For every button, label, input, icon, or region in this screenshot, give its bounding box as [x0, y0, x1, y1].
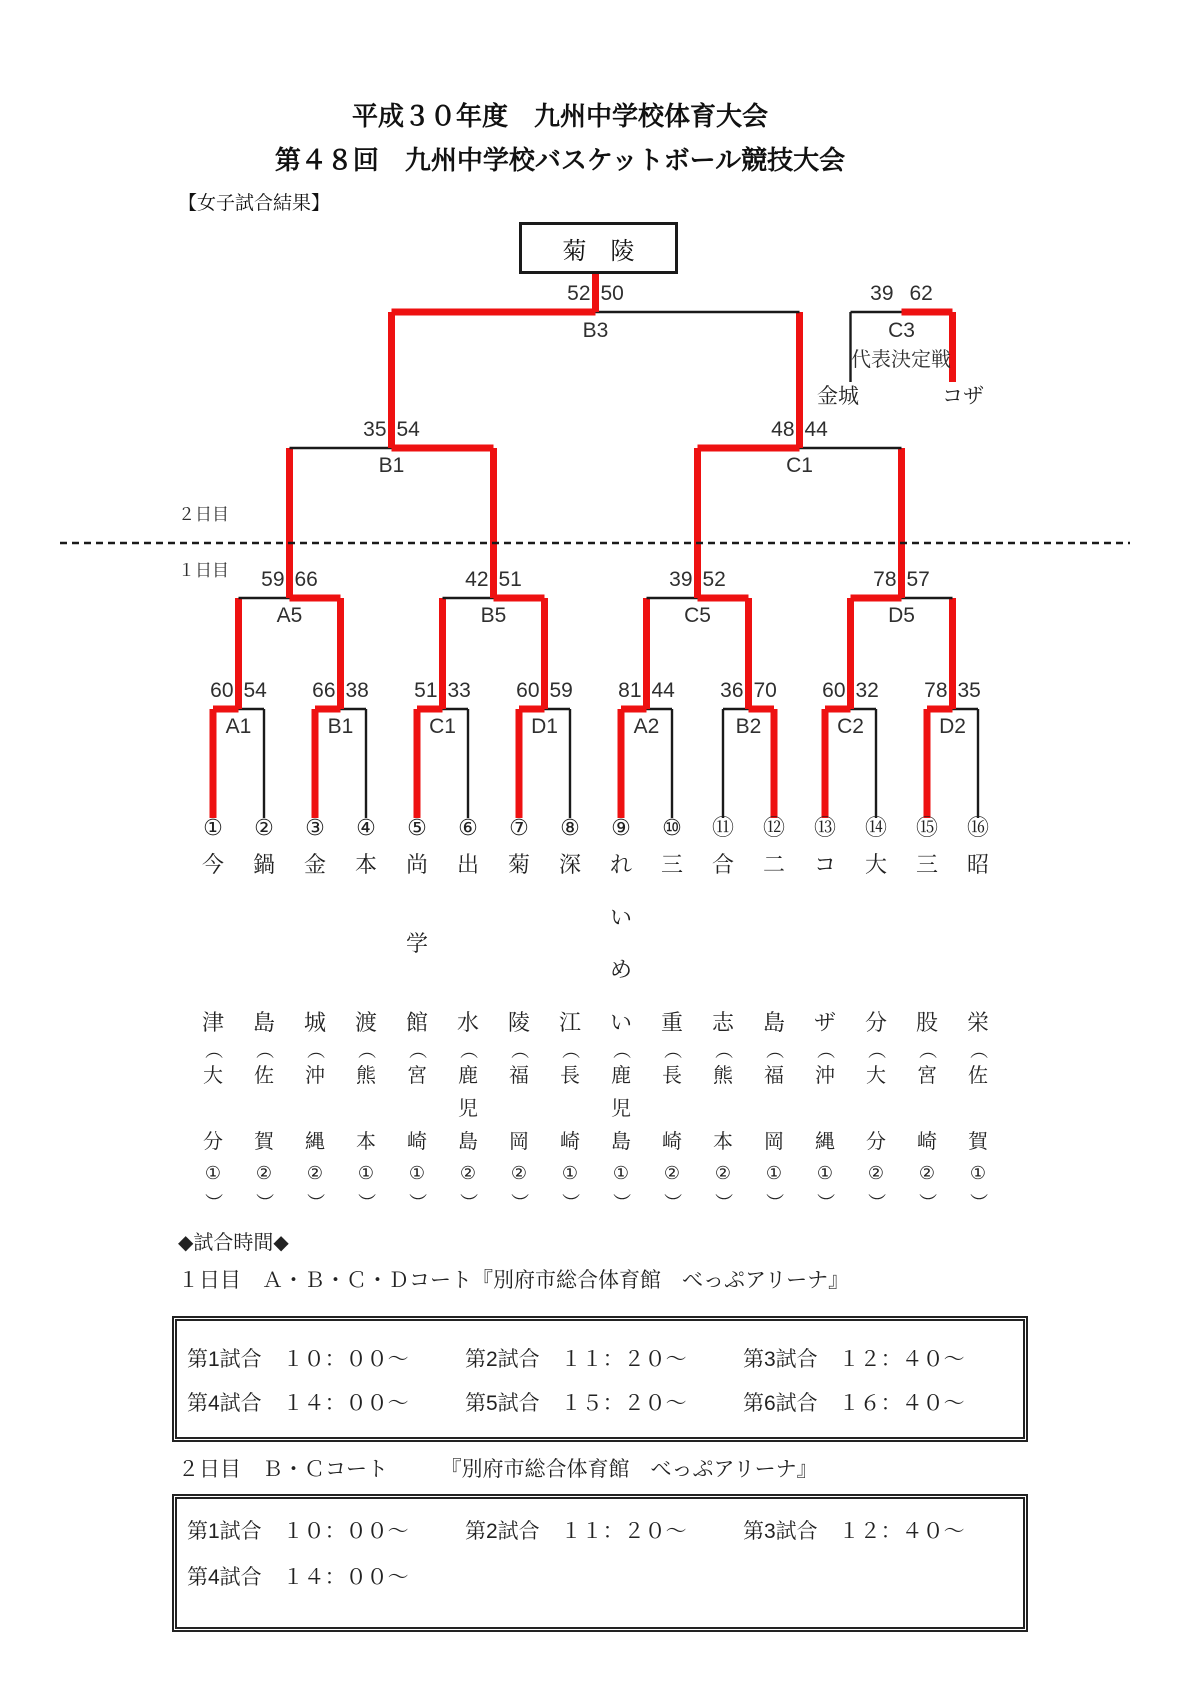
paren-open-icon: （ — [611, 1041, 631, 1059]
team-seed: ② — [867, 1163, 885, 1183]
team-name-char: 志 — [711, 1010, 735, 1035]
paren-close-icon: ） — [815, 1193, 835, 1211]
game-time: 第5試合 １５：２０～ — [465, 1392, 687, 1415]
score-right: 38 — [345, 679, 369, 702]
team-pref-char: 宮 — [407, 1065, 427, 1087]
paren-open-icon: （ — [662, 1041, 682, 1059]
team-name-char: 金 — [303, 852, 327, 877]
team-name-char: 島 — [252, 1010, 276, 1035]
match-label: C5 — [684, 604, 711, 627]
team-pref-char: 縄 — [305, 1131, 325, 1153]
schedule-day1-box — [172, 1316, 1028, 1442]
paren-open-icon: （ — [866, 1041, 886, 1059]
score-left: 52 — [567, 282, 591, 305]
score-left: 48 — [771, 418, 795, 441]
team-pref-char: 宮 — [917, 1065, 937, 1087]
page-title: 平成３０年度 九州中学校体育大会 — [351, 101, 768, 131]
match-label: B2 — [735, 715, 762, 738]
team-pref-char: 分 — [203, 1131, 223, 1153]
team-pref-char: 福 — [509, 1065, 529, 1087]
page-subtitle: 第４８回 九州中学校バスケットボール競技大会 — [274, 145, 846, 175]
score-left: 36 — [720, 679, 744, 702]
playoff-team-right: コザ — [942, 385, 984, 408]
schedule-day1-line: １日目 Ａ・Ｂ・Ｃ・Ｄコート『別府市総合体育館 べっぷアリーナ』 — [178, 1269, 850, 1292]
game-time: 第1試合 １０：００～ — [187, 1520, 409, 1543]
team-name-char: め — [609, 957, 633, 983]
match-label: C2 — [837, 715, 864, 738]
team-pref-char: 沖 — [815, 1065, 835, 1087]
paren-close-icon: ） — [203, 1193, 223, 1211]
team-seed: ① — [816, 1163, 834, 1183]
match-label: D5 — [888, 604, 915, 627]
team-name-char: 渡 — [354, 1010, 378, 1035]
day2-marker: ２日目 — [178, 505, 229, 524]
match-label: B1 — [327, 715, 354, 738]
score-left: 60 — [516, 679, 540, 702]
score-left: 39 — [669, 568, 693, 591]
team-seed: ② — [255, 1163, 273, 1183]
score-right: 54 — [243, 679, 267, 702]
team-pref-char: 佐 — [968, 1065, 988, 1087]
team-name-char: 陵 — [507, 1010, 531, 1035]
score-left: 60 — [210, 679, 234, 702]
team-pref-char: 本 — [356, 1131, 376, 1153]
score-left: 39 — [870, 282, 894, 305]
score-right: 70 — [753, 679, 777, 702]
game-time: 第3試合 １２：４０～ — [743, 1348, 965, 1371]
paren-open-icon: （ — [254, 1041, 274, 1059]
schedule-row — [187, 1515, 1021, 1545]
team-seed: ① — [561, 1163, 579, 1183]
score-left: 59 — [261, 568, 285, 591]
team-name-char: 今 — [201, 852, 225, 877]
game-time: 第3試合 １２：４０～ — [743, 1520, 965, 1543]
team-pref-char: 佐 — [254, 1065, 274, 1087]
team-name-char: 大 — [864, 852, 888, 877]
schedule-row — [187, 1343, 1021, 1373]
team-seed: ② — [459, 1163, 477, 1183]
paren-open-icon: （ — [458, 1041, 478, 1059]
team-number: ⑬ — [813, 815, 837, 840]
team-pref-char: 本 — [713, 1131, 733, 1153]
schedule-row — [187, 1561, 465, 1591]
paren-close-icon: ） — [356, 1193, 376, 1211]
champion-box: 菊 陵 — [519, 222, 678, 274]
team-name-char: 昭 — [966, 852, 990, 877]
paren-close-icon: ） — [458, 1193, 478, 1211]
match-label: C3 — [888, 319, 915, 342]
playoff-team-left: 金城 — [817, 385, 859, 408]
team-name-char: 分 — [864, 1010, 888, 1035]
game-time: 第1試合 １０：００～ — [187, 1348, 409, 1371]
team-seed: ② — [306, 1163, 324, 1183]
game-time: 第2試合 １１：２０～ — [465, 1348, 687, 1371]
match-label: B5 — [480, 604, 507, 627]
team-pref-char: 崎 — [407, 1131, 427, 1153]
team-seed: ① — [204, 1163, 222, 1183]
team-number: ⑯ — [966, 815, 990, 840]
team-pref-char: 福 — [764, 1065, 784, 1087]
score-left: 60 — [822, 679, 846, 702]
team-pref-char: 縄 — [815, 1131, 835, 1153]
team-pref-char: 岡 — [509, 1131, 529, 1153]
team-pref-char: 鹿 — [458, 1065, 478, 1087]
paren-close-icon: ） — [713, 1193, 733, 1211]
score-left: 51 — [414, 679, 438, 702]
team-name-char: 津 — [201, 1010, 225, 1035]
score-right: 32 — [855, 679, 879, 702]
team-number: ③ — [305, 815, 325, 840]
team-number: ① — [203, 815, 223, 840]
match-label: A1 — [225, 715, 252, 738]
team-seed: ① — [765, 1163, 783, 1183]
team-seed: ② — [663, 1163, 681, 1183]
score-right: 50 — [600, 282, 624, 305]
match-label: B3 — [582, 319, 609, 342]
paren-close-icon: ） — [254, 1193, 274, 1211]
match-label: C1 — [429, 715, 456, 738]
team-pref-char: 熊 — [713, 1065, 733, 1087]
score-right: 44 — [651, 679, 675, 702]
team-pref-char: 賀 — [254, 1131, 274, 1153]
score-left: 81 — [618, 679, 642, 702]
team-name-char: 二 — [762, 852, 786, 877]
paren-open-icon: （ — [917, 1041, 937, 1059]
day1-marker: １日目 — [178, 561, 229, 580]
team-pref-char: 長 — [560, 1065, 580, 1087]
team-number: ④ — [356, 815, 376, 840]
paren-open-icon: （ — [815, 1041, 835, 1059]
score-right: 57 — [906, 568, 930, 591]
team-seed: ① — [969, 1163, 987, 1183]
score-right: 51 — [498, 568, 522, 591]
team-pref-char: 崎 — [662, 1131, 682, 1153]
team-number: ② — [254, 815, 274, 840]
team-name-char: れ — [609, 852, 633, 877]
team-pref-char: 島 — [458, 1131, 478, 1153]
team-pref-char: 崎 — [917, 1131, 937, 1153]
team-seed: ② — [510, 1163, 528, 1183]
team-pref-char: 崎 — [560, 1131, 580, 1153]
match-label: A2 — [633, 715, 660, 738]
team-pref-char: 鹿 — [611, 1065, 631, 1087]
team-name-char: 学 — [405, 931, 429, 956]
paren-close-icon: ） — [968, 1193, 988, 1211]
paren-close-icon: ） — [866, 1193, 886, 1211]
team-name-char: 江 — [558, 1010, 582, 1035]
team-seed: ① — [612, 1163, 630, 1183]
score-left: 35 — [363, 418, 387, 441]
team-name-char: 三 — [660, 852, 684, 877]
team-name-char: 館 — [405, 1010, 429, 1035]
score-right: 33 — [447, 679, 471, 702]
team-pref-char: 島 — [611, 1131, 631, 1153]
team-name-char: 栄 — [966, 1010, 990, 1035]
game-time: 第4試合 １４：００～ — [187, 1392, 409, 1415]
team-pref-char: 岡 — [764, 1131, 784, 1153]
team-number: ⑪ — [711, 815, 735, 840]
score-right: 62 — [909, 282, 933, 305]
paren-open-icon: （ — [764, 1041, 784, 1059]
score-right: 44 — [804, 418, 828, 441]
team-name-char: ザ — [813, 1010, 837, 1035]
team-seed: ② — [714, 1163, 732, 1183]
paren-close-icon: ） — [305, 1193, 325, 1211]
team-name-char: 深 — [558, 852, 582, 877]
paren-close-icon: ） — [560, 1193, 580, 1211]
schedule-row — [187, 1387, 1021, 1417]
team-number: ⑥ — [458, 815, 478, 840]
team-seed: ① — [408, 1163, 426, 1183]
team-seed: ② — [918, 1163, 936, 1183]
score-right: 35 — [957, 679, 981, 702]
team-number: ⑧ — [560, 815, 580, 840]
score-right: 54 — [396, 418, 420, 441]
paren-open-icon: （ — [509, 1041, 529, 1059]
team-number: ⑦ — [509, 815, 529, 840]
team-name-char: 出 — [456, 852, 480, 877]
game-time: 第4試合 １４：００～ — [187, 1566, 409, 1589]
game-time: 第6試合 １６：４０～ — [743, 1392, 965, 1415]
paren-open-icon: （ — [713, 1041, 733, 1059]
team-name-char: い — [609, 1010, 633, 1035]
team-pref-char: 沖 — [305, 1065, 325, 1087]
paren-close-icon: ） — [611, 1193, 631, 1211]
playoff-sublabel: 代表決定戦 — [851, 349, 951, 371]
team-seed: ① — [357, 1163, 375, 1183]
team-pref-char: 大 — [866, 1065, 886, 1087]
team-pref-char: 熊 — [356, 1065, 376, 1087]
team-number: ⑮ — [915, 815, 939, 840]
game-time: 第2試合 １１：２０～ — [465, 1520, 687, 1543]
team-name-char: 鍋 — [252, 852, 276, 877]
section-label: 【女子試合結果】 — [178, 193, 331, 214]
team-name-char: 重 — [660, 1010, 684, 1035]
team-number: ⑨ — [611, 815, 631, 840]
team-pref-char: 児 — [611, 1098, 631, 1120]
paren-open-icon: （ — [560, 1041, 580, 1059]
team-number: ⑭ — [864, 815, 888, 840]
match-label: C1 — [786, 454, 813, 477]
paren-close-icon: ） — [662, 1193, 682, 1211]
schedule-day2-line: ２日目 Ｂ・Ｃコート 『別府市総合体育館 べっぷアリーナ』 — [178, 1458, 818, 1481]
team-pref-char: 児 — [458, 1098, 478, 1120]
team-name-char: 本 — [354, 852, 378, 877]
score-right: 52 — [702, 568, 726, 591]
team-pref-char: 大 — [203, 1065, 223, 1087]
score-right: 59 — [549, 679, 573, 702]
match-label: B1 — [378, 454, 405, 477]
team-number: ⑩ — [662, 815, 682, 840]
team-name-char: い — [609, 904, 633, 930]
team-name-char: 三 — [915, 852, 939, 877]
match-label: D2 — [939, 715, 966, 738]
team-name-char: 水 — [456, 1010, 480, 1035]
paren-open-icon: （ — [356, 1041, 376, 1059]
paren-open-icon: （ — [203, 1041, 223, 1059]
team-number: ⑫ — [762, 815, 786, 840]
team-pref-char: 賀 — [968, 1131, 988, 1153]
match-label: A5 — [276, 604, 303, 627]
score-left: 42 — [465, 568, 489, 591]
score-left: 66 — [312, 679, 336, 702]
team-name-char: 島 — [762, 1010, 786, 1035]
schedule-heading: ◆試合時間◆ — [178, 1232, 289, 1254]
team-name-char: 城 — [303, 1010, 327, 1035]
paren-close-icon: ） — [917, 1193, 937, 1211]
team-name-char: 菊 — [507, 852, 531, 877]
schedule-day2-box — [172, 1494, 1028, 1632]
paren-open-icon: （ — [305, 1041, 325, 1059]
paren-close-icon: ） — [407, 1193, 427, 1211]
team-name-char: 合 — [711, 852, 735, 877]
team-name-char: 股 — [915, 1010, 939, 1035]
score-left: 78 — [924, 679, 948, 702]
score-left: 78 — [873, 568, 897, 591]
paren-open-icon: （ — [968, 1041, 988, 1059]
team-pref-char: 分 — [866, 1131, 886, 1153]
match-label: D1 — [531, 715, 558, 738]
score-right: 66 — [294, 568, 318, 591]
paren-close-icon: ） — [509, 1193, 529, 1211]
team-pref-char: 長 — [662, 1065, 682, 1087]
paren-close-icon: ） — [764, 1193, 784, 1211]
paren-open-icon: （ — [407, 1041, 427, 1059]
team-number: ⑤ — [407, 815, 427, 840]
team-name-char: 尚 — [405, 852, 429, 877]
team-name-char: コ — [813, 852, 837, 877]
